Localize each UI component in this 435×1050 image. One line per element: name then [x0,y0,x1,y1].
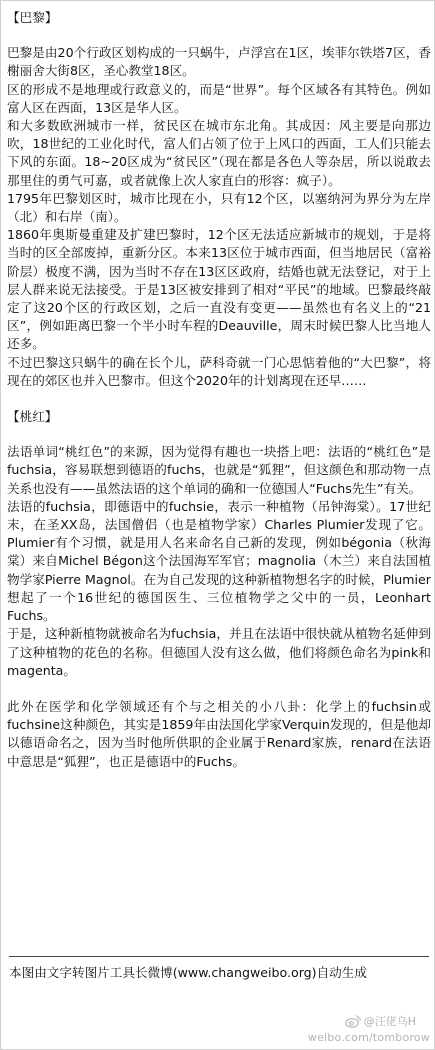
article-body [7,9,431,771]
paragraph: 1860年奥斯曼重建及扩建巴黎时，12个区无法适应新城市的规划，于是将当时的区全部废掉，重新分区。本来13区位于城市西面，但当地居民（富裕阶层）极度不满，因为当时不存在13区区政府，结婚也就无法登记，对于上层人群来说无法接受。于是13区被安排到了相对“平民”的地域。巴黎最终敲定了这20个区的行政区划，之后一直没有变更——虽然也有名义上的“21区”，例如距离巴黎一个半小时车程的Deauville，周末时候巴黎人比当地人还多。 [7,227,431,352]
paragraph: 于是，这种新植物就被命名为fuchsia，并且在法语中很快就从植物名延伸到了这种植物的花色的名称。但德国人没有这么做，他们将颜色命名为pink和magenta。 [7,626,431,678]
watermark-username: @汪佬乌H [363,1015,416,1028]
section-heading-paris: 【巴黎】 [7,10,58,25]
watermark-url: weibo.com/tomborow [307,1031,430,1044]
paragraph: 此外在医学和化学领域还有个与之相关的小八卦：化学上的fuchsin或fuchsine这种颜色，其实是1859年由法国化学家Verquin发现的，但是他却以德语命名之，因为当时他所供职的企业属于Renard家族，renard在法语中意思是“狐狸”，也正是德语中的Fuchs。 [7,698,431,769]
watermark-user [345,1013,416,1029]
paragraph: 和大多数欧洲城市一样，贫民区在城市东北角。其成因：风主要是向那边吹，18世纪的工业化时代，富人们占领了位于上风口的西面，工人们只能去下风的东面。18~20区成为“贫民区”（现在都是各色人等杂居，所以说敢去那里住的勇气可嘉，或者就像上次人家直白的形容：疯子）。 [7,118,431,188]
paragraph: 法语的fuchsia，即德语中的fuchsie，表示一种植物（吊钟海棠）。17世纪末，在圣XX岛，法国僧侣（也是植物学家）Charles Plumier发现了它。Plumier有个习惯，就是用人名来命名自己新的发现，例如bégonia（秋海棠）来自Michel Bégon这个法国海军军官；magnolia（木兰）来自法国植物学家Pierre Magnol。在为自己发现的这种新植物想名字的时候，Plumier想起了一个16世纪的德国医生、三位植物学之父中的一员，Leonhart Fuchs。 [7,498,431,624]
weibo-logo-icon [345,1015,361,1028]
paragraph: 不过巴黎这只蜗牛的确在长个儿，萨科奇就一门心思惦着他的“大巴黎”，将现在的郊区也并入巴黎市。但这个2020年的计划离现在还早…… [7,354,431,388]
paragraph: 巴黎是由20个行政区划构成的一只蜗牛，卢浮宫在1区，埃菲尔铁塔7区，香榭丽舍大街8区，圣心教堂18区。 [7,45,431,79]
paragraph: 区的形成不是地理或行政意义的，而是“世界”。每个区域各有其特色。例如富人区在西面，13区是华人区。 [7,81,431,115]
footer-divider [9,956,429,957]
section-heading-fuchsia: 【桃红】 [7,409,58,425]
paragraph: 1795年巴黎划区时，城市比现在小，只有12个区，以塞纳河为界分为左岸（北）和右岸（南）。 [7,190,431,225]
footer-credit: 本图由文字转图片工具长微博(www.changweibo.org)自动生成 [9,965,367,980]
paragraph: 法语单词“桃红色”的来源，因为觉得有趣也一块搭上吧：法语的“桃红色”是fuchsia，容易联想到德语的fuchs，也就是“狐狸”，但这颜色和那动物一点关系也没有——虽然法语的这个单词的确和一位德国人“Fuchs先生”有关。 [7,444,431,496]
